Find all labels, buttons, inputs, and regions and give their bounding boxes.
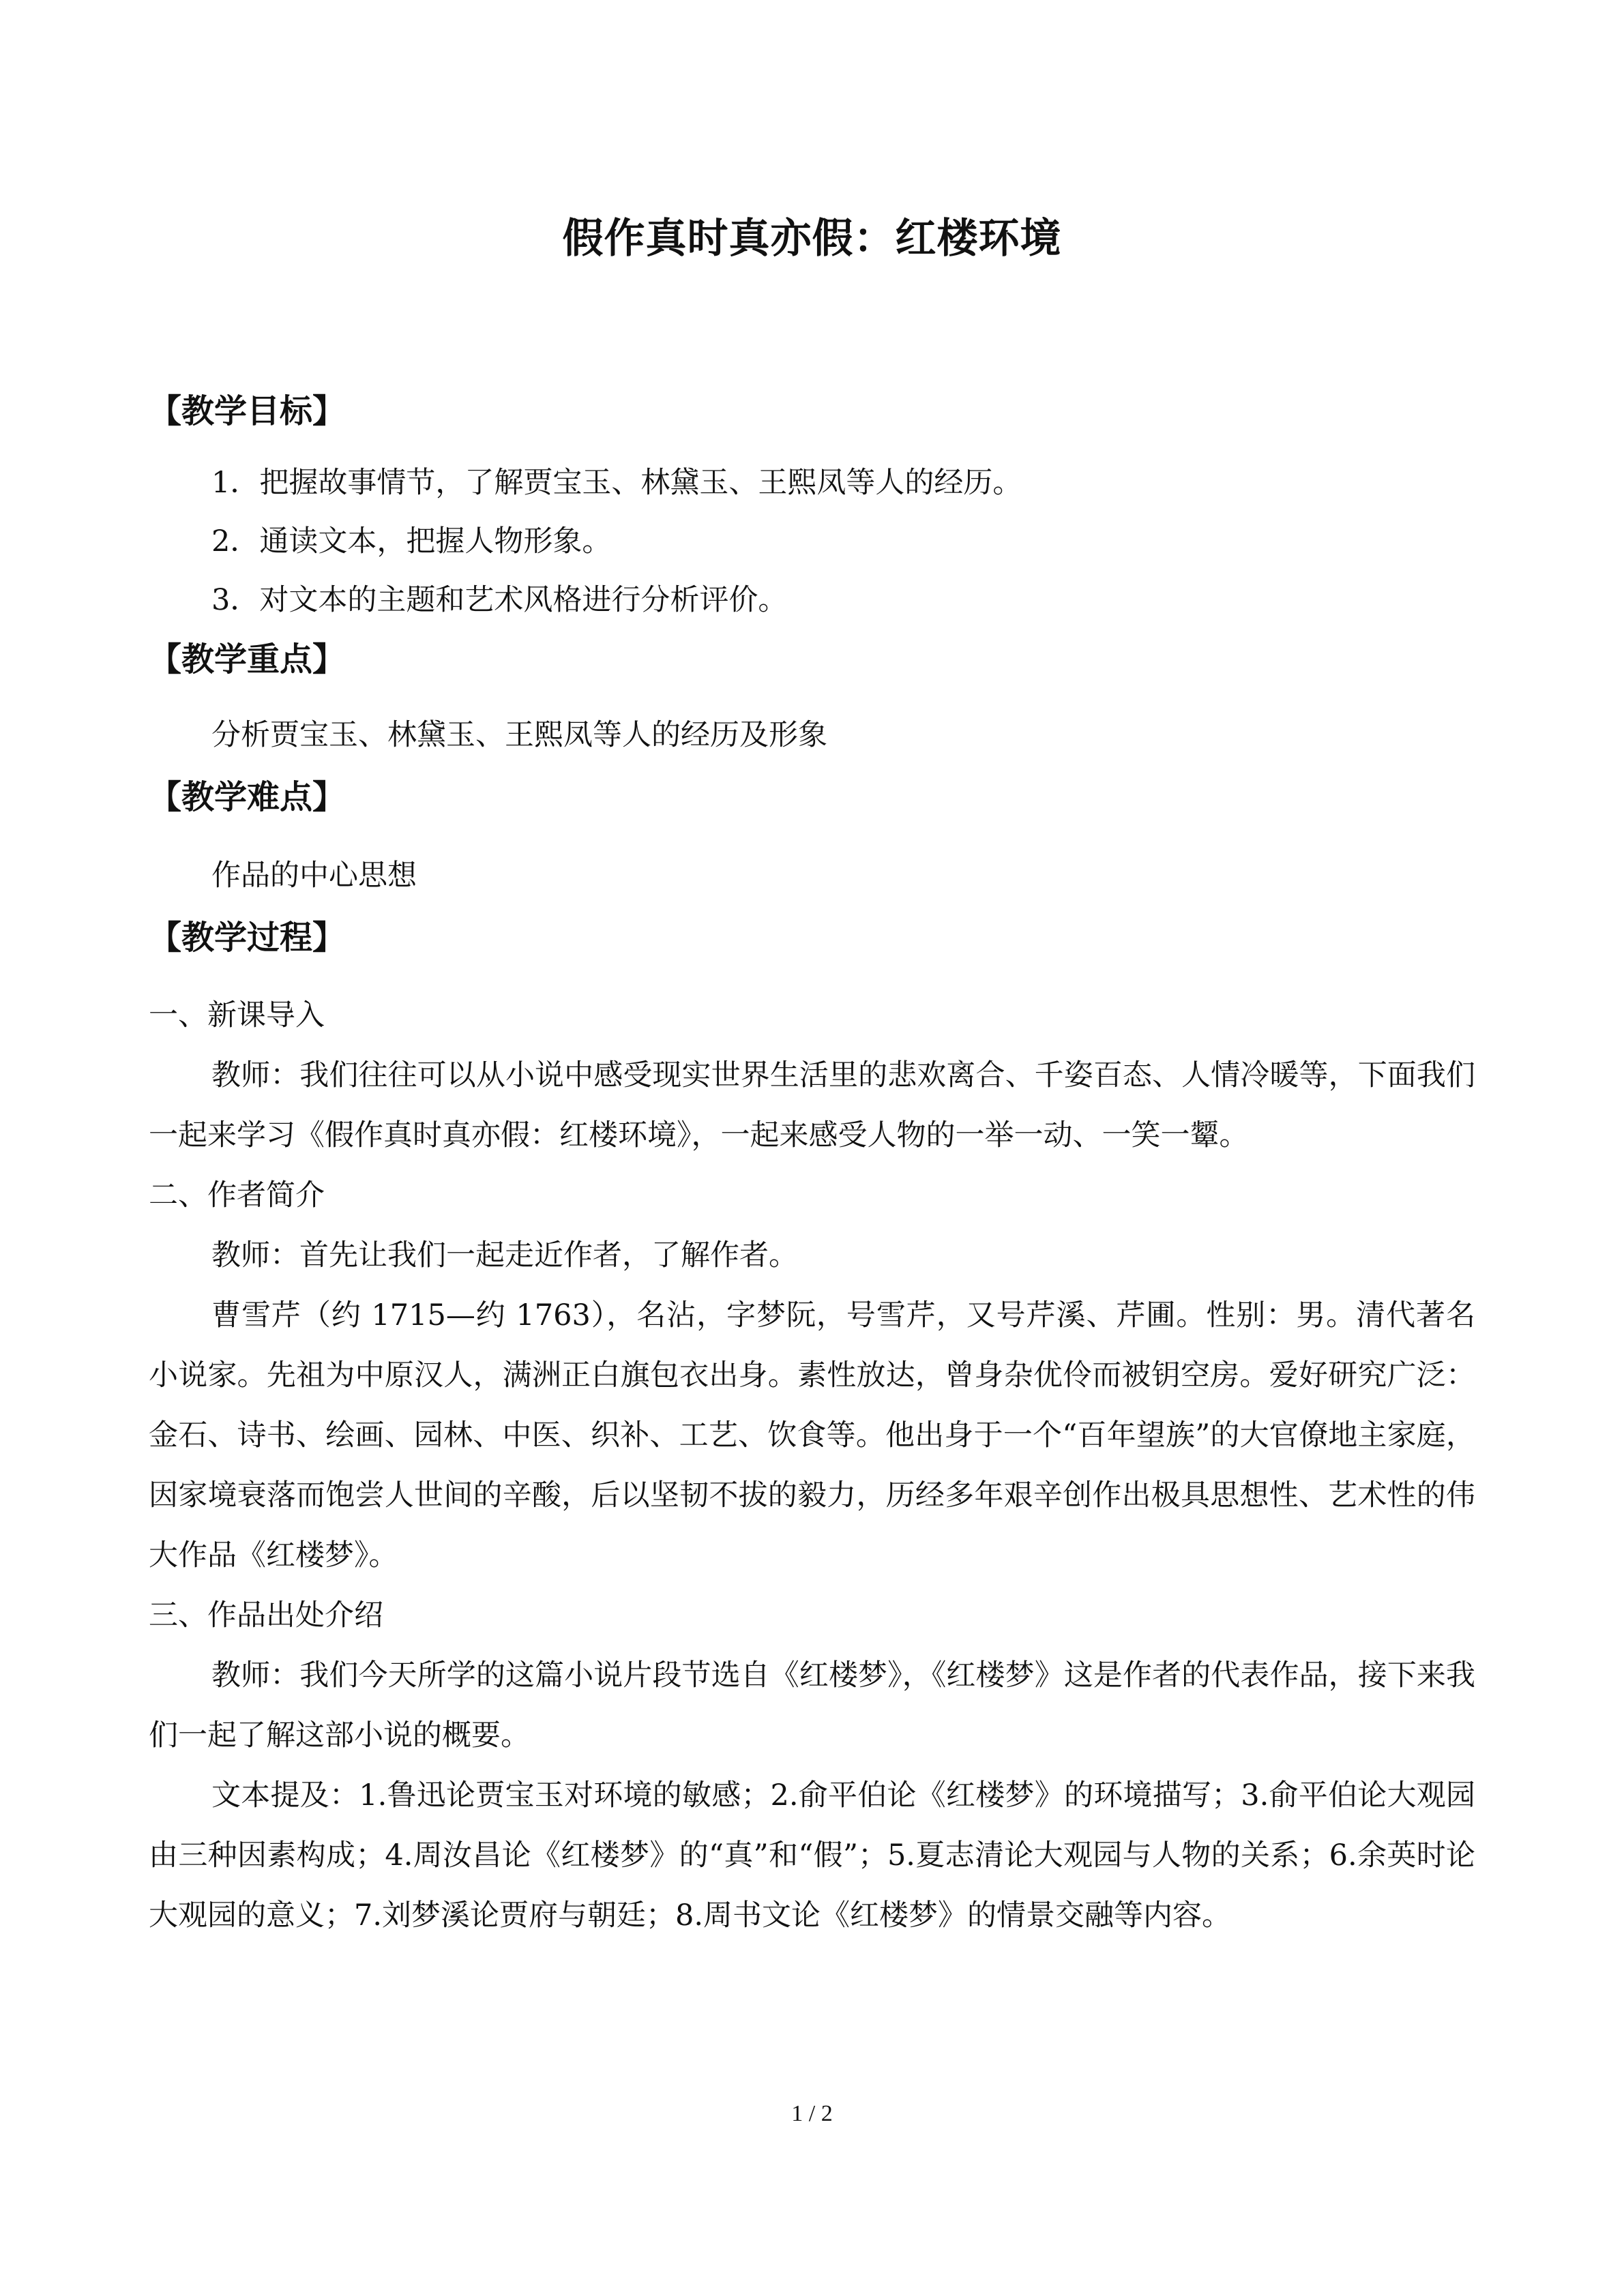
difficulties-heading: 【教学难点】: [149, 778, 346, 816]
key-points-heading: 【教学重点】: [149, 640, 346, 679]
section-title-source: 三、作品出处介绍: [149, 1598, 383, 1632]
author-paragraph-1: 教师：首先让我们一起走近作者，了解作者。: [211, 1238, 798, 1272]
objective-item-2: 2．通读文本，把握人物形象。: [211, 524, 612, 558]
objectives-heading: 【教学目标】: [149, 392, 346, 430]
section-title-intro: 一、新课导入: [149, 998, 325, 1032]
source-paragraph-1: 教师：我们今天所学的这篇小说片段节选自《红楼梦》，《红楼梦》这是作者的代表作品，接下来我们一起了解这部小说的概要。: [149, 1658, 1475, 1753]
document-body: [149, 378, 1475, 1945]
objective-item-1: 1．把握故事情节，了解贾宝玉、林黛玉、王熙凤等人的经历。: [211, 466, 1022, 500]
section-title-author: 二、作者简介: [149, 1178, 325, 1212]
page-title: 假作真时真亦假：红楼环境: [562, 215, 1062, 263]
process-heading: 【教学过程】: [149, 919, 346, 957]
page-number: 1 / 2: [791, 2101, 833, 2126]
objective-item-3: 3．对文本的主题和艺术风格进行分析评价。: [211, 583, 788, 617]
author-paragraph-2: 曹雪芹（约 1715—约 1763），名沾，字梦阮，号雪芹，又号芹溪、芹圃。性别：男。清代著名小说家。先祖为中原汉人，满洲正白旗包衣出身。素性放达，曾身杂优伶而被钥空房。爱好研究广泛：金石、诗书、绘画、园林、中医、织补、工艺、饮食等。他出身于一个“百年望族”的大官僚地主家庭，因家境衰落而饱尝人世间的辛酸，后以坚韧不拔的毅力，历经多年艰辛创作出极具思想性、艺术性的伟大作品《红楼梦》。: [149, 1298, 1475, 1572]
intro-paragraph: 教师：我们往往可以从小说中感受现实世界生活里的悲欢离合、千姿百态、人情冷暖等，下面我们一起来学习《假作真时真亦假：红楼环境》，一起来感受人物的一举一动、一笑一颦。: [149, 1058, 1475, 1152]
key-points-text: 分析贾宝玉、林黛玉、王熙凤等人的经历及形象: [211, 718, 827, 752]
difficulties-text: 作品的中心思想: [211, 859, 417, 893]
source-paragraph-2: 文本提及：1.鲁迅论贾宝玉对环境的敏感；2.俞平伯论《红楼梦》的环境描写；3.俞平伯论大观园由三种因素构成；4.周汝昌论《红楼梦》的“真”和“假”；5.夏志清论大观园与人物的关系；6.余英时论大观园的意义；7.刘梦溪论贾府与朝廷；8.周书文论《红楼梦》的情景交融等内容。: [149, 1778, 1475, 1933]
